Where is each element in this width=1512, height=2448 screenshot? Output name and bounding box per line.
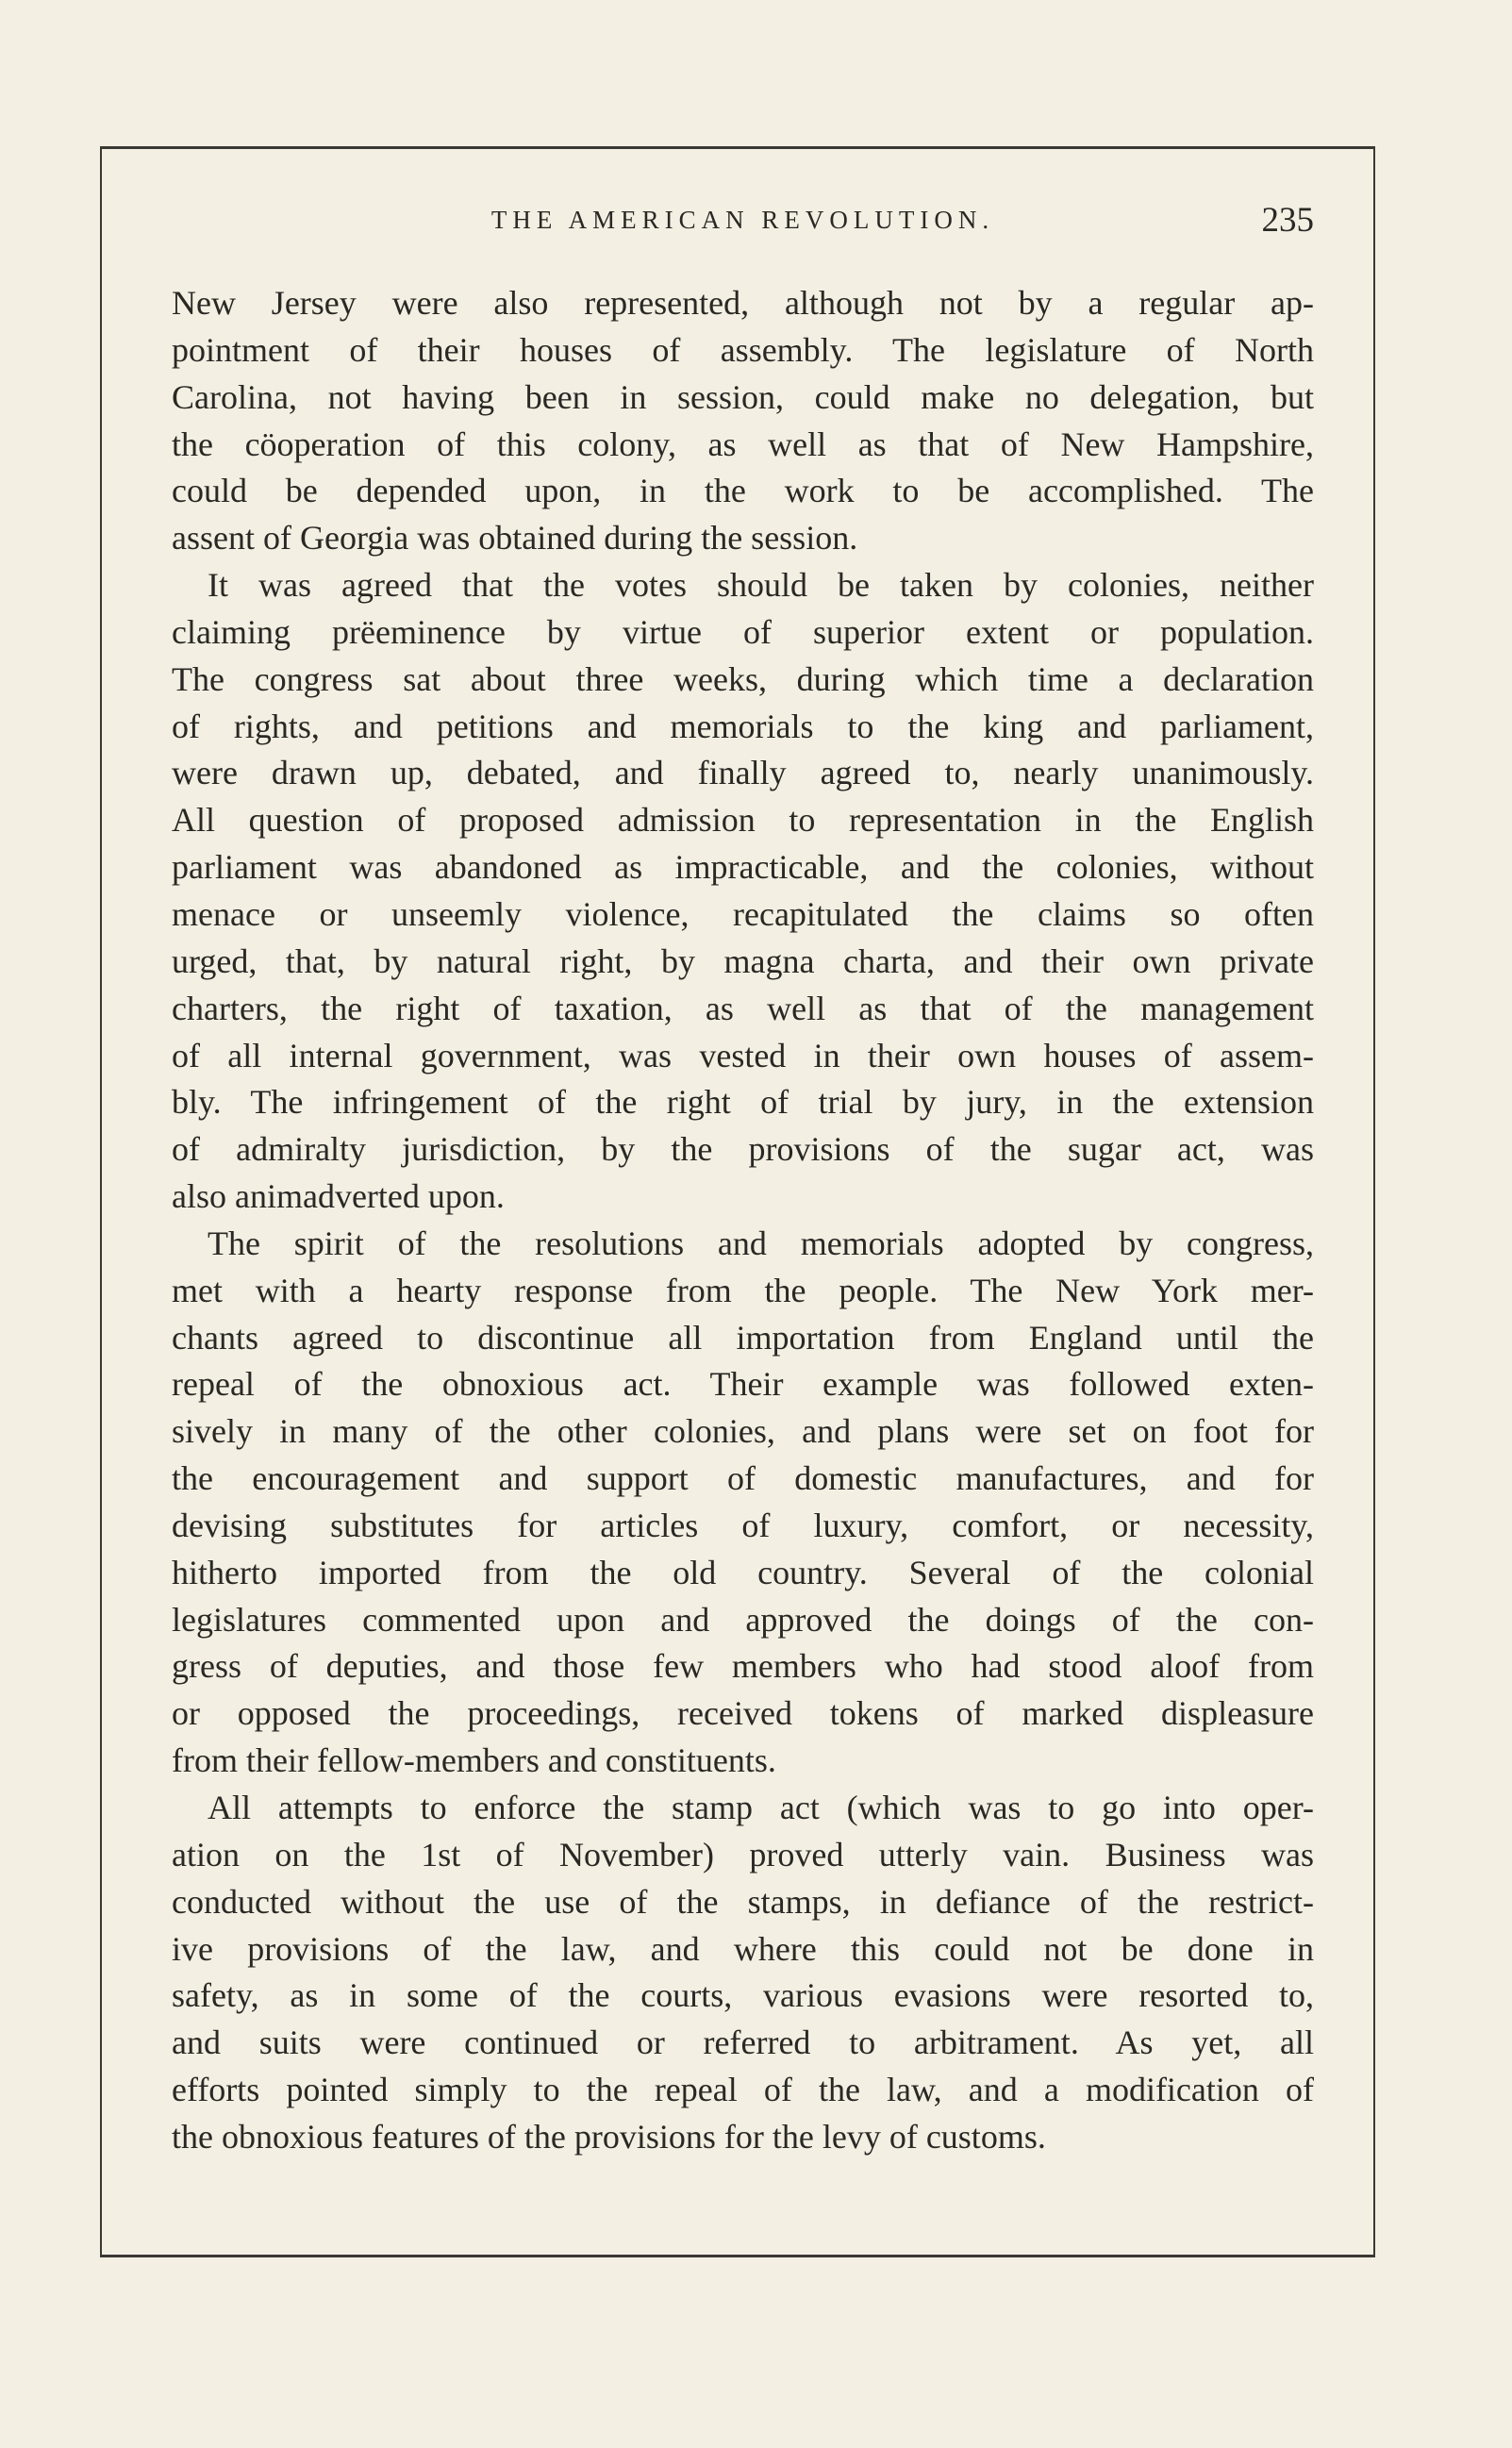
paragraph (172, 1221, 1314, 1785)
text-line: assent of Georgia was obtained during the session. (172, 519, 858, 558)
text-line: parliament was abandoned as impracticable, and the colonies, without (172, 848, 1314, 887)
text-line: All attempts to enforce the stamp act (which was to go into oper- (208, 1789, 1314, 1826)
text-line: efforts pointed simply to the repeal of the law, and a modification of (172, 2071, 1314, 2109)
text-line: charters, the right of taxation, as well as that of the management (172, 989, 1314, 1027)
text-line: were drawn up, debated, and finally agreed to, nearly unanimously. (172, 754, 1314, 792)
text-line: ation on the 1st of November) proved utterly vain. Business was (172, 1835, 1314, 1873)
text-line: menace or unseemly violence, recapitulated the claims so often (172, 894, 1314, 933)
text-line: Carolina, not having been in session, could make no delegation, but (172, 377, 1314, 416)
text-line: devising substitutes for articles of luxury, comfort, or necessity, (172, 1506, 1314, 1544)
text-line: The spirit of the resolutions and memorials adopted by congress, (208, 1224, 1314, 1262)
text-line: the cöoperation of this colony, as well as that of New Hampshire, (172, 425, 1314, 463)
text-line: met with a hearty response from the people. The New York mer- (172, 1271, 1314, 1309)
text-line: from their fellow-members and constituents. (172, 1741, 776, 1780)
text-line: the obnoxious features of the provisions for the levy of customs. (172, 2117, 1046, 2156)
text-line: The congress sat about three weeks, during which time a declaration (172, 659, 1314, 698)
page-number: 235 (1261, 201, 1314, 240)
text-line: or opposed the proceedings, received tokens of marked displeasure (172, 1694, 1314, 1733)
text-line: chants agreed to discontinue all importation from England until the (172, 1318, 1314, 1357)
running-head (172, 200, 1314, 247)
text-line: repeal of the obnoxious act. Their example was followed exten- (172, 1365, 1314, 1404)
text-line: and suits were continued or referred to arbitrament. As yet, all (172, 2023, 1314, 2062)
text-line: All question of proposed admission to representation in the English (172, 801, 1314, 840)
text-line: It was agreed that the votes should be taken by colonies, neither (208, 566, 1314, 605)
text-line: the encouragement and support of domestic manufactures, and for (172, 1459, 1314, 1498)
text-line: hitherto imported from the old country. Several of the colonial (172, 1553, 1314, 1591)
text-line: of all internal government, was vested in their own houses of assem- (172, 1036, 1314, 1074)
text-line: urged, that, by natural right, by magna charta, and their own private (172, 941, 1314, 980)
text-line: pointment of their houses of assembly. The legislature of North (172, 330, 1314, 369)
text-line: New Jersey were also represented, although not by a regular ap- (172, 284, 1314, 322)
text-line: safety, as in some of the courts, various evasions were resorted to, (172, 1976, 1314, 2015)
text-line: bly. The infringement of the right of trial by jury, in the extension (172, 1083, 1314, 1122)
text-line: also animadverted upon. (172, 1177, 505, 1216)
paragraph (172, 562, 1314, 1221)
running-title: THE AMERICAN REVOLUTION. (490, 206, 995, 234)
paragraph (172, 280, 1314, 562)
text-line: claiming prëeminence by virtue of superior extent or population. (172, 612, 1314, 651)
text-line: of admiralty jurisdiction, by the provisions of the sugar act, was (172, 1130, 1314, 1169)
text-line: conducted without the use of the stamps, in defiance of the restrict- (172, 1882, 1314, 1921)
text-line: could be depended upon, in the work to be accomplished. The (172, 472, 1314, 510)
text-line: of rights, and petitions and memorials to the king and parliament, (172, 707, 1314, 745)
paragraph (172, 1785, 1314, 2161)
text-line: gress of deputies, and those few members who had stood aloof from (172, 1647, 1314, 1686)
text-line: sively in many of the other colonies, and plans were set on foot for (172, 1412, 1314, 1451)
text-line: legislatures commented upon and approved the doings of the con- (172, 1600, 1314, 1639)
body-text (172, 280, 1314, 2161)
text-line: ive provisions of the law, and where this could not be done in (172, 1929, 1314, 1968)
